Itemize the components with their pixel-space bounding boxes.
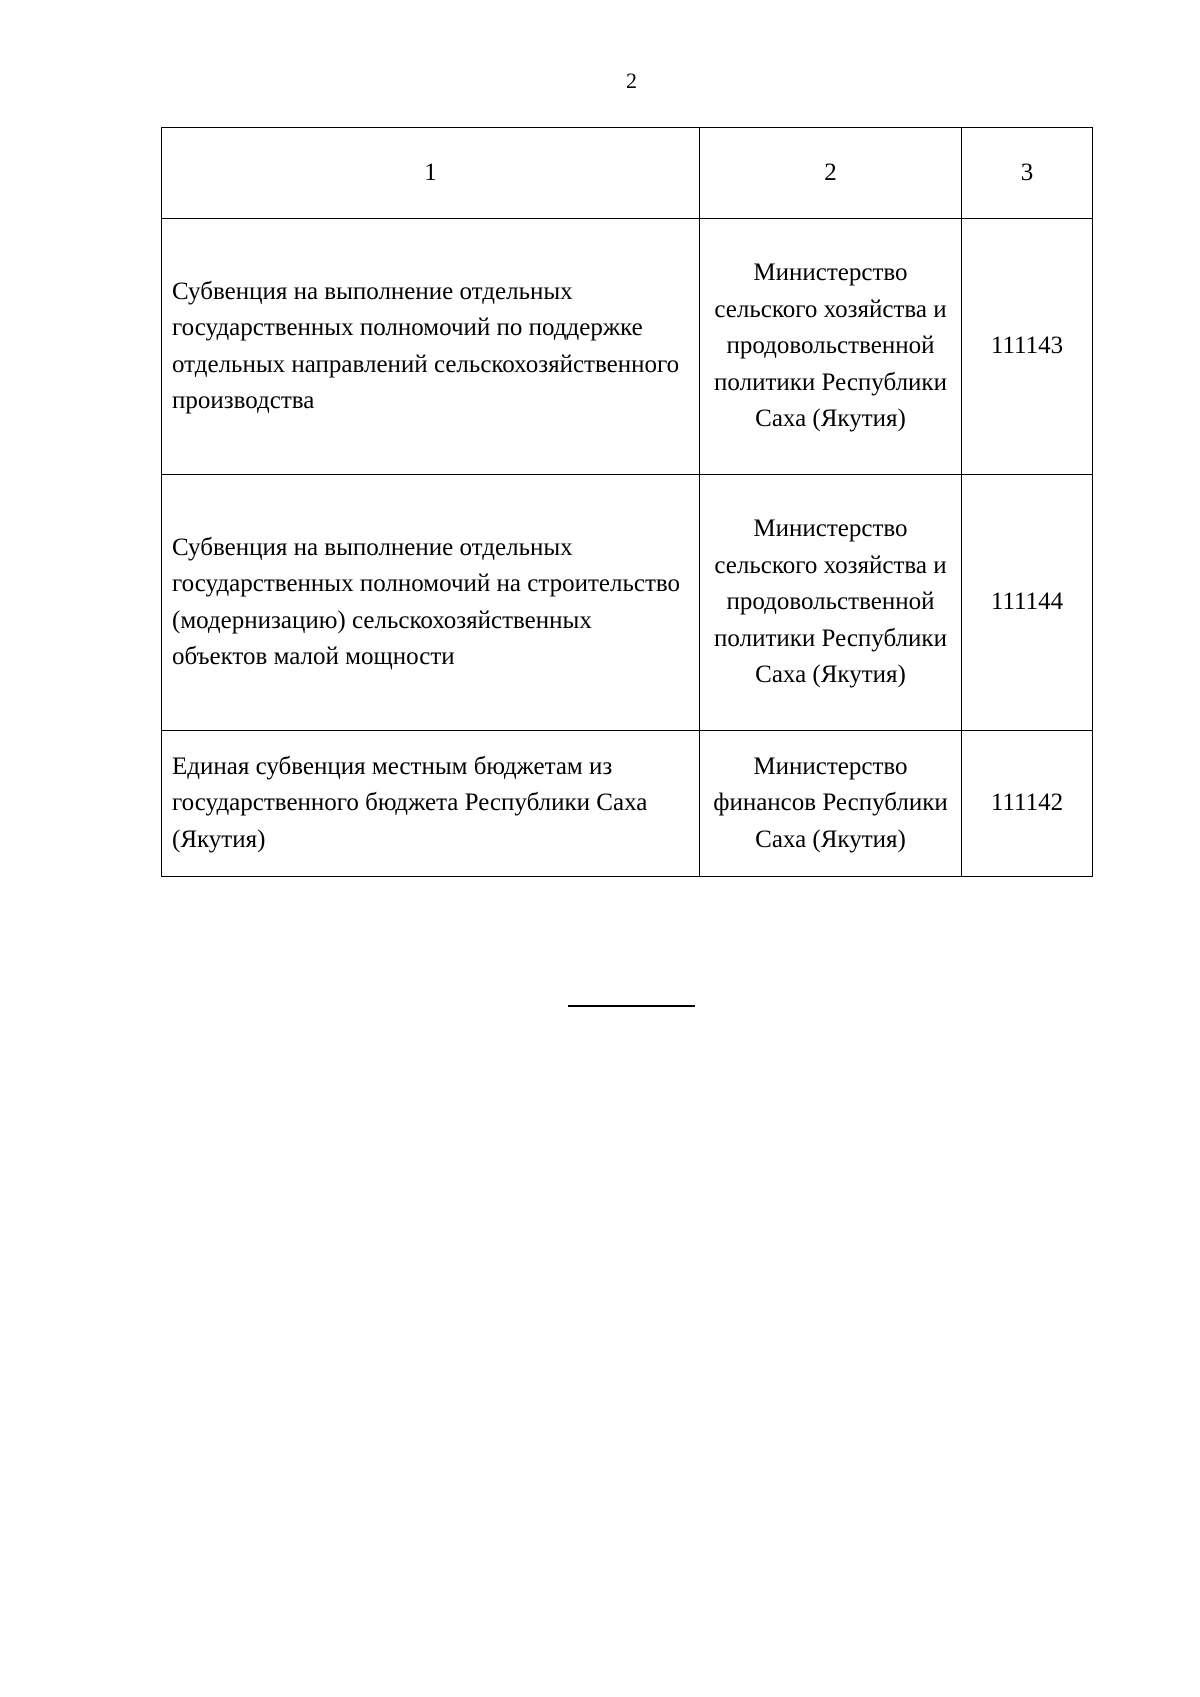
subvention-code: 111144 xyxy=(962,475,1093,731)
ministry-name: Министерство сельского хозяйства и продовольственной политики Республики Саха (Якутия) xyxy=(700,219,962,475)
subvention-description: Субвенция на выполнение отдельных государственных полномочий по поддержке отдельных направлений сельскохозяйственного производства xyxy=(162,219,700,475)
table-row xyxy=(162,731,1093,877)
table-row xyxy=(162,475,1093,731)
subvention-code: 111143 xyxy=(962,219,1093,475)
subvention-description: Единая субвенция местным бюджетам из государственного бюджета Республики Саха (Якутия) xyxy=(162,731,700,877)
column-header-1: 1 xyxy=(162,128,700,219)
table-header-row xyxy=(162,128,1093,219)
page-number: 2 xyxy=(626,68,637,93)
column-header-2: 2 xyxy=(700,128,962,219)
ministry-name: Министерство финансов Республики Саха (Якутия) xyxy=(700,731,962,877)
subvention-table xyxy=(161,127,1093,877)
end-of-document-rule xyxy=(568,1005,695,1007)
column-header-3: 3 xyxy=(962,128,1093,219)
subvention-description: Субвенция на выполнение отдельных государственных полномочий на строительство (модернизацию) сельскохозяйственных объектов малой мощности xyxy=(162,475,700,731)
ministry-name: Министерство сельского хозяйства и продовольственной политики Республики Саха (Якутия) xyxy=(700,475,962,731)
table-row xyxy=(162,219,1093,475)
subvention-code: 111142 xyxy=(962,731,1093,877)
